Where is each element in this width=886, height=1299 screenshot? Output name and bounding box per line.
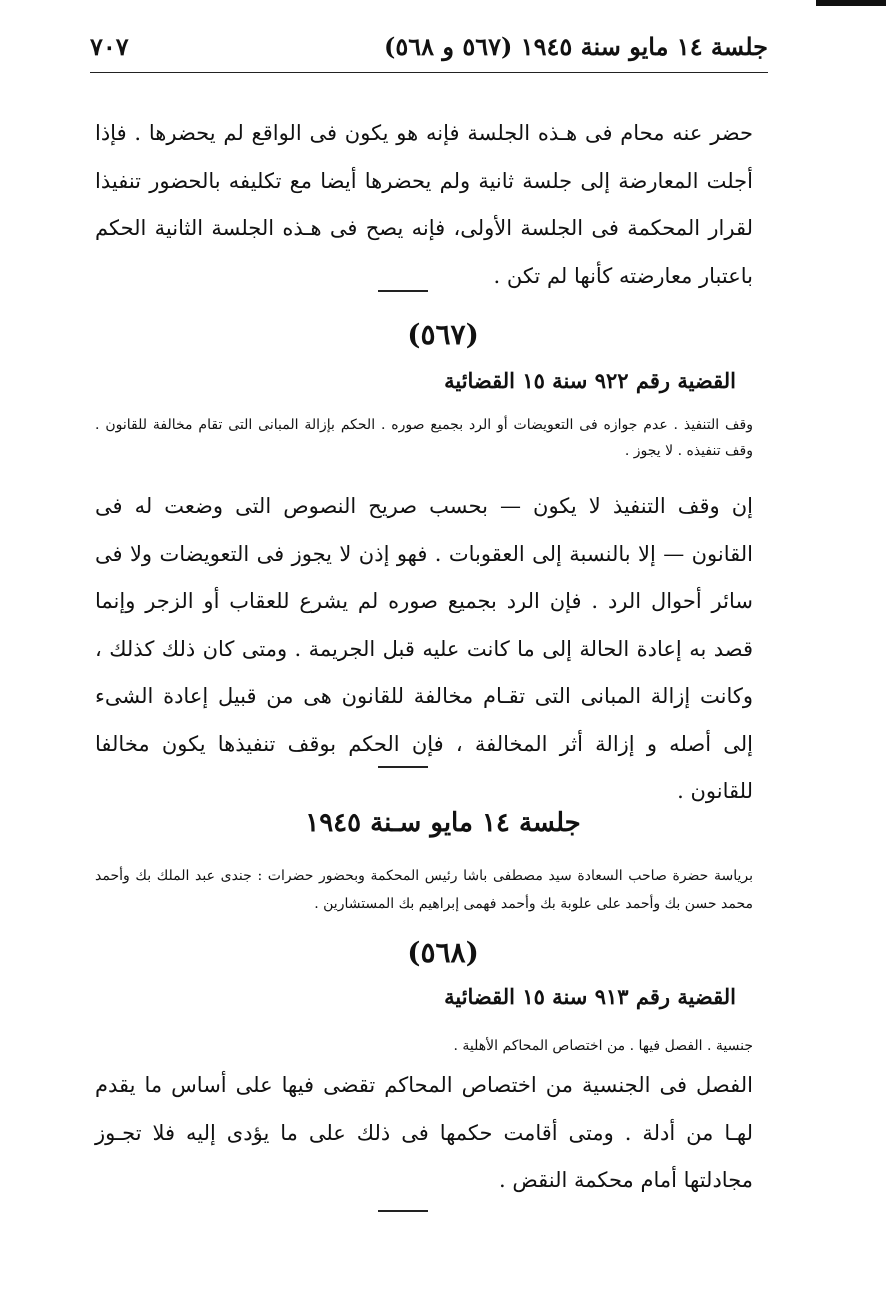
opening-paragraph: حضر عنه محام فى هـذه الجلسة فإنه هو يكون فى الواقع لم يحضرها . فإذا أجلت المعارضة إلى جلسة ثانية ولم يحضرها أيضا مع تكليفه بالحضور تنفيذا لقرار المحكمة فى الجلسة الأولى، فإنه يصح فى هـذه الجلسة الثانية الحكم باعتبار معارضته كأنها لم تكن . bbox=[95, 121, 753, 288]
case-reference-567: القضية رقم ٩٢٢ سنة ١٥ القضائية bbox=[444, 368, 736, 393]
section-divider bbox=[378, 290, 428, 292]
case-summary-567: وقف التنفيذ . عدم جوازه فى التعويضات أو الرد بجميع صوره . الحكم بإزالة المبانى التى تقام مخالفة للقانون . وقف تنفيذه . لا يجوز . bbox=[95, 417, 753, 459]
header-title: جلسة ١٤ مايو سنة ١٩٤٥ (٥٦٧ و ٥٦٨) bbox=[383, 32, 768, 61]
section-divider bbox=[378, 1210, 428, 1212]
case-number-568: (٥٦٨) bbox=[407, 936, 479, 969]
page-header bbox=[90, 28, 768, 73]
section-divider bbox=[378, 766, 428, 768]
case-number-567: (٥٦٧) bbox=[407, 318, 479, 351]
page-number: ٧٠٧ bbox=[90, 32, 129, 61]
case-reference-568: القضية رقم ٩١٣ سنة ١٥ القضائية bbox=[444, 984, 736, 1009]
case-summary-568: جنسية . الفصل فيها . من اختصاص المحاكم الأهلية . bbox=[453, 1038, 753, 1054]
session-presidency: برياسة حضرة صاحب السعادة سيد مصطفى باشا رئيس المحكمة وبحضور حضرات : جندى عبد الملك بك وأحمد محمد حسن بك وأحمد على علوبة بك وأحمد فهمى إبراهيم بك المستشارين . bbox=[95, 868, 753, 912]
case-text-567: إن وقف التنفيذ لا يكون — بحسب صريح النصوص التى وضعت له فى القانون — إلا بالنسبة إلى العقوبات . فهو إذن لا يجوز فى التعويضات ولا فى سائر أحوال الرد . فإن الرد بجميع صوره لم يشرع للعقاب أو الزجر وإنما قصد به إعادة الحالة إلى ما كانت عليه قبل الجريمة . ومتى كان ذلك كذلك ، وكانت إزالة المبانى التى تقـام مخالفة للقانون هى من قبيل إعادة الشىء إلى أصله و إزالة أثر المخالفة ، فإن الحكم بوقف تنفيذها يكون مخالفا للقانون . bbox=[95, 494, 753, 803]
session-title: جلسة ١٤ مايو سـنة ١٩٤٥ bbox=[305, 808, 581, 838]
case-text-568: الفصل فى الجنسية من اختصاص المحاكم تقضى فيها على أساس ما يقدم لهـا من أدلة . ومتى أقامت حكمها فى ذلك على ما يؤدى إليه فلا تجـوز مجادلتها أمام محكمة النقض . bbox=[95, 1073, 753, 1192]
scan-edge-mark bbox=[816, 0, 886, 6]
